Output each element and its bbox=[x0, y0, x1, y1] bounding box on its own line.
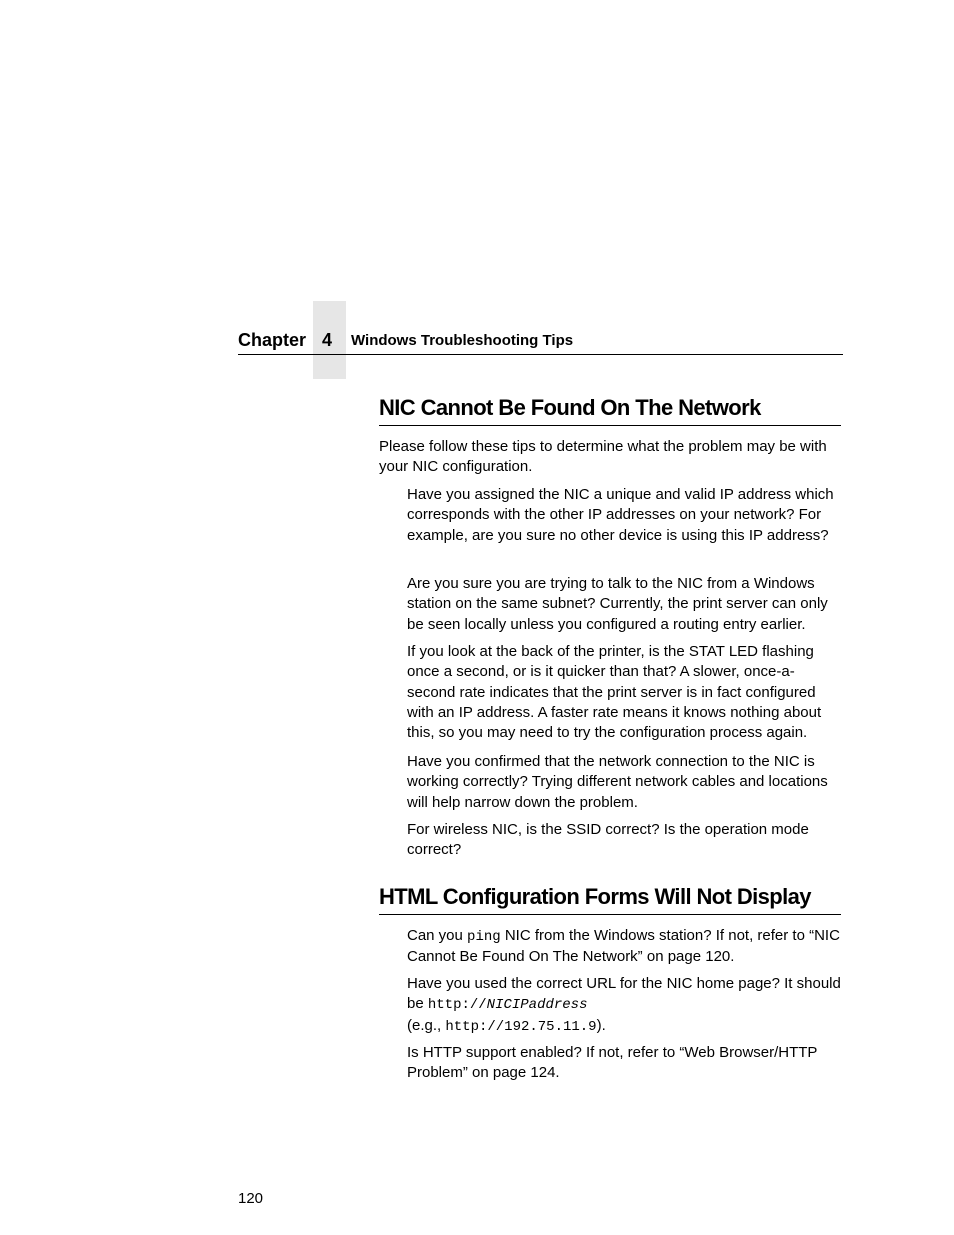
section-heading-nic-not-found: NIC Cannot Be Found On The Network bbox=[379, 395, 761, 420]
section-rule bbox=[379, 425, 841, 426]
tip-paragraph: Is HTTP support enabled? If not, refer to “Web Browser/HTTP Problem” on page 124. bbox=[407, 1044, 818, 1082]
intro-paragraph: Please follow these tips to determine what the problem may be with your NIC configuration. bbox=[379, 438, 827, 476]
example-text: (e.g., bbox=[407, 1016, 446, 1034]
chapter-label: Chapter bbox=[238, 330, 307, 350]
page-number: 120 bbox=[238, 1190, 264, 1207]
tip-paragraph: Have you assigned the NIC a unique and valid IP address which corresponds with the other IP addresses on your network? For example, are you sure no other device is using this IP address? bbox=[407, 486, 834, 544]
tip-paragraph bbox=[407, 926, 841, 968]
code-url-prefix: http:// bbox=[427, 997, 487, 1014]
chapter-title: Windows Troubleshooting Tips bbox=[351, 332, 574, 349]
example-text: ). bbox=[596, 1016, 606, 1034]
chapter-number: 4 bbox=[322, 330, 333, 350]
tip-text: NIC from the Windows station? If not, refer to “NIC Cannot Be Found On The Network” on page 120. bbox=[407, 927, 840, 966]
code-url-placeholder: NICIPaddress bbox=[486, 997, 588, 1014]
code-example-url: http://192.75.11.9 bbox=[445, 1018, 597, 1035]
tip-paragraph: If you look at the back of the printer, is the STAT LED flashing once a second, or is it quicker than that? A slower, once-a-second rate indicates that the print server is in fact configured with an IP address. A faster rate means it knows nothing about this, so you may need to try the configuration process again. bbox=[407, 643, 822, 742]
tip-paragraph: Have you confirmed that the network connection to the NIC is working correctly? Trying different network cables and locations will help narrow down the problem. bbox=[407, 753, 828, 811]
section-heading-html-forms: HTML Configuration Forms Will Not Display bbox=[379, 884, 811, 909]
section-rule bbox=[379, 914, 841, 915]
tip-text: Have you used the correct URL for the NIC home page? It should be bbox=[407, 975, 841, 1013]
tip-paragraph bbox=[407, 974, 841, 1037]
tip-text: Can you bbox=[407, 927, 468, 944]
header-rule bbox=[238, 354, 843, 355]
code-ping: ping bbox=[467, 929, 501, 945]
tip-paragraph: Are you sure you are trying to talk to the NIC from a Windows station on the same subnet? Currently, the print server can only be seen locally unless you configured a routing entry earlier. bbox=[407, 575, 828, 633]
tip-paragraph: For wireless NIC, is the SSID correct? Is the operation mode correct? bbox=[407, 821, 809, 859]
